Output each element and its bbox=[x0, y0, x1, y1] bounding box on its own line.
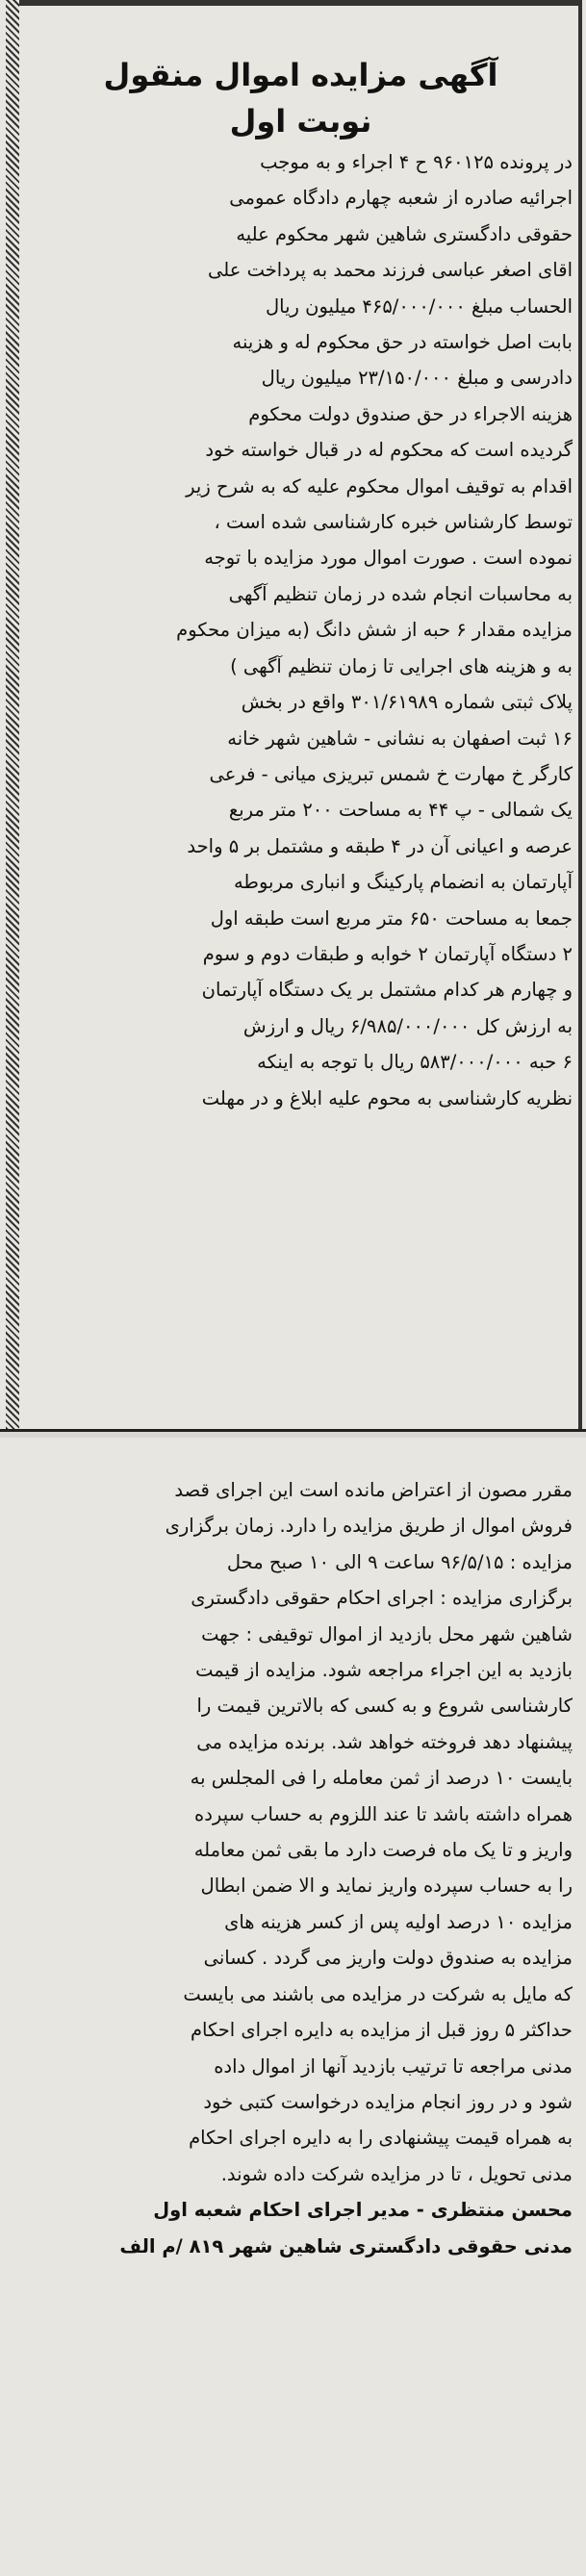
text-line: مزایده مقدار ۶ حبه از شش دانگ (به میزان محکوم bbox=[176, 619, 573, 642]
text-line: به محاسبات انجام شده در زمان تنظیم آگهی bbox=[228, 582, 573, 605]
signature-block bbox=[29, 2192, 573, 2264]
text-line: حقوقی دادگستری شاهین شهر محکوم علیه bbox=[236, 222, 573, 245]
notice-body-part-2 bbox=[29, 1472, 573, 2264]
text-line: بایست ۱۰ درصد از ثمن معامله را فی المجلس به bbox=[190, 1767, 573, 1790]
text-line: الحساب مبلغ ۴۶۵/۰۰۰/۰۰۰ میلیون ریال bbox=[265, 294, 573, 318]
text-line: همراه داشته باشد تا عند اللزوم به حساب سپرده bbox=[194, 1802, 573, 1825]
text-line: پلاک ثبتی شماره ۳۰۱/۶۱۹۸۹ واقع در بخش bbox=[241, 691, 573, 714]
text-line: کارگر خ مهارت خ شمس تبریزی میانی - فرعی bbox=[209, 762, 573, 785]
text-line: حداکثر ۵ روز قبل از مزایده به دایره اجرای احکام bbox=[190, 2019, 573, 2042]
text-line: دادرسی و مبلغ ۲۳/۱۵۰/۰۰۰ میلیون ریال bbox=[261, 367, 573, 390]
text-line: اقای اصغر عباسی فرزند محمد به پرداخت علی bbox=[208, 259, 573, 282]
text-line: بازدید به این اجراء مراجعه شود. مزایده از قیمت bbox=[195, 1659, 573, 1682]
notice-text-block-1 bbox=[29, 144, 573, 1116]
notice-body-part-1 bbox=[29, 52, 573, 1116]
text-line: به ارزش کل ۶/۹۸۵/۰۰۰/۰۰۰ ریال و ارزش bbox=[242, 1014, 573, 1037]
text-line: پیشنهاد دهد فروخته خواهد شد. برنده مزایده می bbox=[196, 1730, 573, 1753]
text-line: که مایل به شرکت در مزایده می باشند می بایست bbox=[183, 1982, 573, 2005]
text-line: اقدام به توقیف اموال محکوم علیه که به شرح زیر bbox=[186, 474, 573, 497]
notice-text-block-2 bbox=[29, 1472, 573, 2192]
text-line: و چهارم هر کدام مشتمل بر یک دستگاه آپارتمان bbox=[201, 979, 573, 1002]
text-line: را به حساب سپرده واریز نماید و الا ضمن ابطال bbox=[200, 1875, 573, 1898]
border-right bbox=[578, 0, 582, 1429]
text-line: کارشناسی شروع و به کسی که بالاترین قیمت را bbox=[196, 1695, 573, 1718]
text-line: هزینه الاجراء در حق صندوق دولت محکوم bbox=[248, 402, 573, 425]
text-line: نظریه کارشناسی به محوم علیه ابلاغ و در مهلت bbox=[201, 1086, 573, 1109]
text-line: ۱۶ ثبت اصفهان به نشانی - شاهین شهر خانه bbox=[227, 727, 573, 750]
text-line: عرصه و اعیانی آن در ۴ طبقه و مشتمل بر ۵ واحد bbox=[187, 834, 573, 857]
text-line: مدنی تحویل ، تا در مزایده شرکت داده شوند. bbox=[220, 2162, 573, 2185]
text-line: یک شمالی - پ ۴۴ به مساحت ۲۰۰ متر مربع bbox=[228, 799, 573, 822]
text-line: شاهین شهر محل بازدید از اموال توقیفی : جهت bbox=[201, 1622, 573, 1645]
text-line: محسن منتظری - مدیر اجرای احکام شعبه اول bbox=[153, 2199, 573, 2222]
text-line: به همراه قیمت پیشنهادی را به دایره اجرای احکام bbox=[189, 2127, 573, 2150]
text-line: واریز و تا یک ماه فرصت دارد ما بقی ثمن معامله bbox=[193, 1839, 573, 1862]
text-line: توسط کارشناس خبره کارشناسی شده است ، bbox=[214, 511, 573, 534]
text-line: برگزاری مزایده : اجرای احکام حقوقی دادگستری bbox=[191, 1587, 573, 1610]
border-top bbox=[6, 0, 582, 6]
text-line: گردیده است که محکوم له در قبال خواسته خود bbox=[205, 439, 573, 462]
text-line: ۶ حبه ۵۸۳/۰۰۰/۰۰۰ ریال با توجه به اینکه bbox=[257, 1051, 573, 1074]
text-line: مدنی مراجعه تا ترتیب بازدید آنها از اموال داده bbox=[214, 2054, 573, 2078]
text-line: شود و در روز انجام مزایده درخواست کتبی خود bbox=[203, 2090, 573, 2113]
text-line: در پرونده ۹۶۰۱۲۵ ح ۴ اجراء و به موجب bbox=[260, 151, 573, 173]
text-line: فروش اموال از طریق مزایده را دارد. زمان برگزاری bbox=[165, 1515, 573, 1538]
notice-subtitle: نوبت اول bbox=[229, 103, 372, 140]
text-line: مدنی حقوقی دادگستری شاهین شهر ۸۱۹ /م الف bbox=[119, 2234, 573, 2257]
text-line: به و هزینه های اجرایی تا زمان تنظیم آگهی ) bbox=[230, 654, 573, 677]
text-line: اجرائیه صادره از شعبه چهارم دادگاه عمومی bbox=[229, 187, 573, 210]
text-line: ۲ دستگاه آپارتمان ۲ خوابه و طبقات دوم و سوم bbox=[202, 942, 573, 965]
notice-title: آگهی مزایده اموال منقول bbox=[103, 57, 498, 93]
text-line: مزایده ۱۰ درصد اولیه پس از کسر هزینه های bbox=[224, 1910, 573, 1933]
notice-clipping-part-2 bbox=[0, 1438, 586, 2576]
text-line: آپارتمان به انضمام پارکینگ و انباری مربوطه bbox=[233, 871, 573, 894]
text-line: مقرر مصون از اعتراض مانده است این اجرای قصد bbox=[174, 1479, 573, 1501]
text-line: جمعا به مساحت ۶۵۰ متر مربع است طبقه اول bbox=[210, 906, 573, 930]
text-line: مزایده : ۹۶/۵/۱۵ ساعت ۹ الی ۱۰ صبح محل bbox=[226, 1550, 573, 1573]
decorative-border bbox=[6, 0, 19, 1429]
text-line: بابت اصل خواسته در حق محکوم له و هزینه bbox=[232, 331, 573, 354]
text-line: نموده است . صورت اموال مورد مزایده با توجه bbox=[204, 547, 573, 570]
text-line: مزایده به صندوق دولت واریز می گردد . کسانی bbox=[203, 1947, 573, 1970]
